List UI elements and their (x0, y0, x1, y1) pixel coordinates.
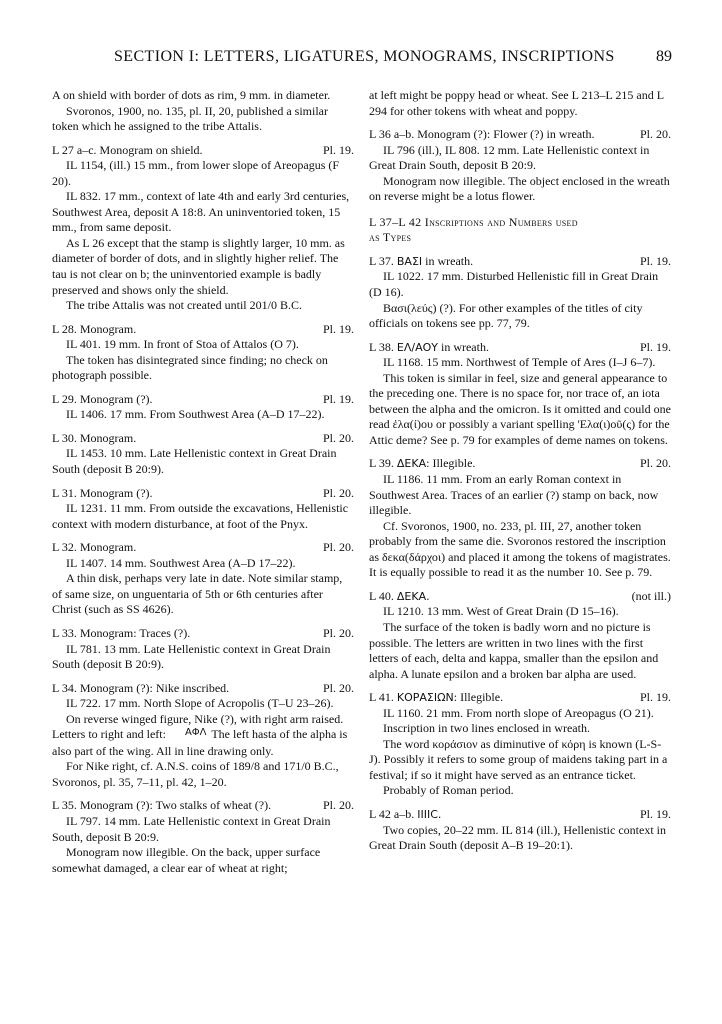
entry-text: Inscription in two lines enclosed in wreath. (383, 721, 590, 736)
plate-ref: Pl. 20. (322, 430, 354, 445)
entry-text: This token is similar in feel, size and general appearance to the preceding one. There is no space for, nor trace of, an iota between the alpha and the omicron. Is it omitted and could one read ἐλα(ί)ου or possibly a variant spelling 'Ελα(ι)οῦ(ς) for the Attic deme? See p. 79 for examples of deme names on tokens. (369, 370, 671, 447)
plate-ref: Pl. 19. (639, 690, 671, 705)
entry-l27 (52, 143, 354, 314)
entry-text: Two copies, 20–22 mm. IL 814 (ill.), Hellenistic context in Great Drain South (deposit A–B 19–20:1). (369, 822, 666, 853)
entry-number: L 38. (369, 339, 394, 354)
entry-text: IL 401. 19 mm. In front of Stoa of Attalos (O 7). (66, 337, 299, 352)
section-title: SECTION I: LETTERS, LIGATURES, MONOGRAMS, INSCRIPTIONS (114, 48, 615, 65)
plate-ref: Pl. 19. (322, 321, 354, 336)
page-number: 89 (656, 48, 672, 65)
entry-l30 (52, 431, 354, 478)
entry-desc: in wreath. (425, 253, 474, 268)
entry-text: For Nike right, cf. A.N.S. coins of 189/8 and 171/0 B.C., Svoronos, pl. 35, 7–11, pl. 42, 1–20. (52, 759, 339, 789)
entry-title: L 28. Monogram. (52, 321, 137, 336)
entry-l33 (52, 626, 354, 673)
entry-title (369, 340, 489, 356)
entry-l31 (52, 486, 354, 533)
plate-ref: Pl. 20. (322, 625, 354, 640)
entry-text: Monogram now illegible. The object enclosed in the wreath on reverse might be a lotus flower. (369, 173, 670, 204)
entry-heading (369, 807, 671, 823)
entry-heading (369, 254, 671, 270)
entry-heading (52, 798, 354, 814)
entry-heading (52, 486, 354, 502)
entry-number: L 39. (369, 456, 394, 471)
greek-inscription: ΚΟΡΑΣΙΩΝ (396, 691, 454, 705)
entry-text: IL 1406. 17 mm. From Southwest Area (A–D 17–22). (66, 407, 325, 422)
entry-text: IL 796 (ill.), IL 808. 12 mm. Late Hellenistic context in Great Drain South, deposit B 20:9. (369, 142, 650, 173)
entry-title (369, 807, 441, 823)
entry-heading (369, 456, 671, 472)
entry-title (369, 456, 475, 472)
section-heading-line: L 37–L 42 Inscriptions and Numbers used (369, 214, 578, 229)
plate-ref: Pl. 20. (322, 485, 354, 500)
greek-inscription: ΒΑΣΙ (396, 254, 423, 268)
greek-inscription: ΔΕΚΑ (396, 457, 427, 471)
entry-l32 (52, 540, 354, 618)
entry-title: L 34. Monogram (?): Nike inscribed. (52, 680, 230, 695)
entry-l40 (369, 589, 671, 682)
entry-heading (52, 322, 354, 338)
entry-heading (369, 340, 671, 356)
plate-ref: Pl. 19. (322, 142, 354, 157)
entry-l41 (369, 690, 671, 799)
greek-inscription: ΔΕΚΑ. (396, 589, 430, 603)
plate-ref: Pl. 19. (639, 253, 671, 268)
entry-heading (52, 681, 354, 697)
entry-title: L 29. Monogram (?). (52, 391, 153, 406)
entry-text: IL 1160. 21 mm. From north slope of Areopagus (O 21). (383, 705, 654, 720)
entry-text: IL 781. 13 mm. Late Hellenistic context in Great Drain South (deposit B 20:9). (52, 641, 331, 672)
entry-text: IL 1210. 13 mm. West of Great Drain (D 15–16). (383, 604, 619, 619)
entry-l36 (369, 127, 671, 205)
entry-heading (369, 690, 671, 706)
greek-inscription: IIIIC. (417, 807, 442, 821)
entry-l38 (369, 340, 671, 449)
plate-ref: Pl. 19. (639, 339, 671, 354)
entry-heading (52, 392, 354, 408)
entry-text (52, 712, 354, 760)
entry-heading (52, 626, 354, 642)
left-column (52, 88, 354, 876)
l35-continuation: at left might be poppy head or wheat. See L 213–L 215 and L 294 for other tokens with wheat and poppy. (369, 88, 664, 118)
entry-number: L 40. (369, 588, 394, 603)
entry-title (369, 589, 430, 605)
entry-l39 (369, 456, 671, 580)
entry-text: IL 1168. 15 mm. Northwest of Temple of Ares (I–J 6–7). (383, 355, 656, 370)
plate-ref: Pl. 20. (322, 540, 354, 555)
entry-text: IL 1186. 11 mm. From an early Roman context in Southwest Area. Traces of an earlier (?) stamp on back, now illegible. (369, 472, 659, 518)
plate-ref: Pl. 20. (639, 127, 671, 142)
entry-title: L 36 a–b. Monogram (?): Flower (?) in wreath. (369, 127, 595, 142)
plate-ref: Pl. 19. (322, 391, 354, 406)
ligature-glyph: AΦΛ (184, 727, 207, 739)
entry-text: Cf. Svoronos, 1900, no. 233, pl. III, 27, another token probably from the same die. Svoronos restored the inscription as δεκα(δάρχοι) and placed it among the tokens of magistrates. It is equally possible to read it as the number 10. See p. 79. (369, 518, 671, 580)
entry-title: L 35. Monogram (?): Two stalks of wheat (?). (52, 798, 272, 813)
entry-title: L 33. Monogram: Traces (?). (52, 625, 191, 640)
entry-title (369, 254, 473, 270)
section-heading-line: as Types (369, 230, 412, 245)
entry-text: As L 26 except that the stamp is slightly larger, 10 mm. as diameter of border of dots, and in slightly higher relief. The tau is not clear on b; the uninventoried example is badly preserved and shows only the shield. (52, 235, 345, 297)
entry-heading (52, 431, 354, 447)
entry-text: IL 1154, (ill.) 15 mm., from lower slope of Areopagus (F 20). (52, 158, 340, 188)
entry-text: A thin disk, perhaps very late in date. Note similar stamp, of same size, on unguentaria of 5th or 6th centuries after Christ (such as SS 4626). (52, 571, 343, 617)
plate-ref: Pl. 20. (322, 798, 354, 813)
entry-text: IL 1022. 17 mm. Disturbed Hellenistic fill in Great Drain (D 16). (369, 269, 659, 300)
entry-l29 (52, 392, 354, 423)
entry-heading (52, 540, 354, 556)
entry-text: The token has disintegrated since finding; no check on photograph possible. (52, 352, 328, 383)
entry-text: The word κοράσιον as diminutive of κόρη is known (L-S-J). Possibly it refers to some group of maidens taking part in a festival; if so it might have served as an entrance ticket. (369, 736, 668, 782)
entry-title: L 27 a–c. Monogram on shield. (52, 142, 203, 157)
plate-ref: (not ill.) (631, 588, 671, 603)
running-header (52, 48, 672, 74)
entry-l37 (369, 254, 671, 332)
l27-svoronos-note: Svoronos, 1900, no. 135, pl. II, 20, published a similar token which he assigned to the tribe Attalis. (52, 103, 328, 134)
plate-ref: Pl. 20. (322, 680, 354, 695)
right-column (369, 88, 671, 854)
entry-text: IL 832. 17 mm., context of late 4th and early 3rd centuries, Southwest Area, deposit A 18:8. An uninventoried token, 15 mm., from same deposit. (52, 189, 350, 235)
entry-number: L 37. (369, 253, 394, 268)
l27-continuation: A on shield with border of dots as rim, 9 mm. in diameter. (52, 88, 331, 102)
entry-l34 (52, 681, 354, 791)
entry-title: L 31. Monogram (?). (52, 485, 153, 500)
entry-desc: in wreath. (440, 339, 489, 354)
entry-text: The tribe Attalis was not created until 201/0 B.C. (66, 298, 302, 313)
entry-text: The surface of the token is badly worn and no picture is possible. The letters are written in two lines with the first letters of each, delta and kappa, smaller than the epsilon and alpha. A lunate epsilon and a broken bar alpha are used. (369, 619, 659, 681)
entry-title: L 32. Monogram. (52, 540, 137, 555)
entry-heading (369, 589, 671, 605)
entry-desc: : Illegible. (453, 690, 504, 705)
plate-ref: Pl. 20. (639, 456, 671, 471)
section-heading (369, 215, 671, 246)
entry-text: IL 722. 17 mm. North Slope of Acropolis (T–U 23–26). (66, 696, 334, 711)
entry-desc: : Illegible. (426, 456, 476, 471)
plate-ref: Pl. 19. (639, 806, 671, 821)
entry-l42 (369, 807, 671, 854)
entry-heading (369, 127, 671, 143)
entry-text: IL 1453. 10 mm. Late Hellenistic context in Great Drain South (deposit B 20:9). (52, 446, 337, 477)
greek-inscription: ΕΛ/ΑΟΥ (396, 340, 438, 354)
entry-text: Monogram now illegible. On the back, upper surface somewhat damaged, a clear ear of wheat at right; (52, 845, 321, 875)
entry-number: L 42 a–b. (369, 806, 415, 821)
entry-title (369, 690, 503, 706)
entry-text-part: On reverse winged figure, Nike (?), with right arm raised. Letters to right and left: (52, 711, 344, 742)
entry-title: L 30. Monogram. (52, 430, 137, 445)
entry-heading (52, 143, 354, 159)
entry-text: IL 1407. 14 mm. Southwest Area (A–D 17–22). (66, 555, 296, 570)
entry-text: IL 797. 14 mm. Late Hellenistic context in Great Drain South, deposit B 20:9. (52, 813, 331, 844)
entry-text: IL 1231. 11 mm. From outside the excavations, Hellenistic context with modern disturbance, at foot of the Pnyx. (52, 501, 349, 531)
entry-text: Probably of Roman period. (383, 783, 514, 798)
entry-l35 (52, 798, 354, 876)
entry-l28 (52, 322, 354, 384)
entry-text: Βασι(λεύς) (?). For other examples of the titles of city officials on tokens see pp. 77, 79. (369, 300, 643, 331)
entry-text-part: The left hasta of the alpha is also part of the wing. All in line drawing only. (52, 727, 348, 758)
entry-number: L 41. (369, 690, 394, 705)
